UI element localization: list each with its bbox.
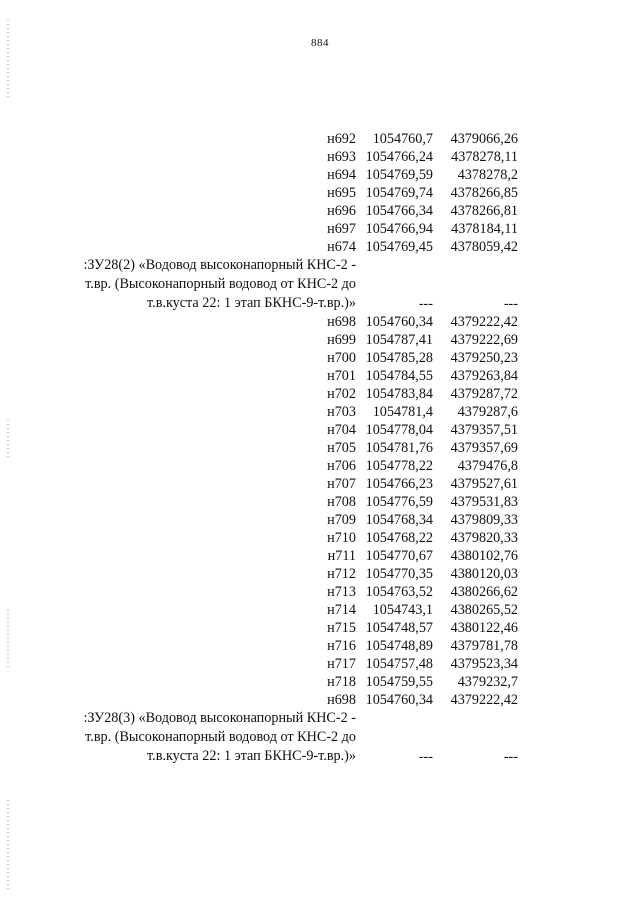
coord-y: 4379527,61 bbox=[450, 476, 518, 492]
coord-x: --- bbox=[418, 296, 433, 312]
table-row bbox=[71, 457, 518, 475]
point-label: н695 bbox=[327, 185, 356, 201]
coord-x: 1054759,55 bbox=[365, 674, 433, 690]
point-label: н698 bbox=[327, 314, 356, 330]
point-label: н718 bbox=[327, 674, 356, 690]
coord-y: 4379232,7 bbox=[457, 674, 518, 690]
coord-y: 4379809,33 bbox=[450, 512, 518, 528]
scan-edge-mark-middle bbox=[7, 420, 9, 460]
coord-y: 4379531,83 bbox=[450, 494, 518, 510]
table-row bbox=[71, 184, 518, 202]
coord-y: 4378266,81 bbox=[450, 203, 518, 219]
coord-y: 4380265,52 bbox=[450, 602, 518, 618]
coord-y: 4379820,33 bbox=[450, 530, 518, 546]
coord-y: 4380122,46 bbox=[450, 620, 518, 636]
point-label: н716 bbox=[327, 638, 356, 654]
coord-y: 4378278,2 bbox=[457, 167, 518, 183]
table-row bbox=[71, 583, 518, 601]
coord-x: 1054778,22 bbox=[365, 458, 433, 474]
coord-y: 4379222,69 bbox=[450, 332, 518, 348]
table-row bbox=[71, 238, 518, 256]
coord-x: 1054781,76 bbox=[365, 440, 433, 456]
table-row bbox=[71, 367, 518, 385]
coord-x: 1054766,94 bbox=[365, 221, 433, 237]
coord-x: 1054766,23 bbox=[365, 476, 433, 492]
table-row bbox=[71, 511, 518, 529]
point-label: н692 bbox=[327, 131, 356, 147]
coord-y: 4379263,84 bbox=[450, 368, 518, 384]
table-row bbox=[71, 385, 518, 403]
section-title: :ЗУ28(2) «Водовод высоконапорный КНС-2 - т.вр. (Высоконапорный водовод от КНС-2 до т.в.куста 22: 1 этап БКНС-9-т.вр.)» bbox=[83, 257, 356, 311]
point-label: н703 bbox=[327, 404, 356, 420]
coord-y: 4379523,34 bbox=[450, 656, 518, 672]
coord-x: 1054743,1 bbox=[372, 602, 433, 618]
point-label: н702 bbox=[327, 386, 356, 402]
point-label: н714 bbox=[327, 602, 356, 618]
point-label: н704 bbox=[327, 422, 356, 438]
coord-x: 1054766,34 bbox=[365, 203, 433, 219]
coord-y: 4378184,11 bbox=[451, 221, 518, 237]
point-label: н709 bbox=[327, 512, 356, 528]
table-row bbox=[71, 403, 518, 421]
coord-y: --- bbox=[503, 296, 518, 312]
coord-y: 4379287,6 bbox=[457, 404, 518, 420]
page-number: 884 bbox=[311, 37, 329, 49]
coord-y: 4378059,42 bbox=[450, 239, 518, 255]
coord-x: 1054766,24 bbox=[365, 149, 433, 165]
coord-x: 1054783,84 bbox=[365, 386, 433, 402]
coord-y: 4379357,51 bbox=[450, 422, 518, 438]
coord-x: 1054768,34 bbox=[365, 512, 433, 528]
section-row bbox=[71, 256, 518, 313]
table-row bbox=[71, 421, 518, 439]
point-label: н710 bbox=[327, 530, 356, 546]
coord-y: 4378278,11 bbox=[451, 149, 518, 165]
table-row bbox=[71, 691, 518, 709]
coord-y: 4380266,62 bbox=[450, 584, 518, 600]
table-row bbox=[71, 439, 518, 457]
section-row bbox=[71, 709, 518, 766]
coord-y: --- bbox=[503, 749, 518, 765]
coord-y: 4379476,8 bbox=[457, 458, 518, 474]
point-label: н700 bbox=[327, 350, 356, 366]
table-row bbox=[71, 529, 518, 547]
point-label: н708 bbox=[327, 494, 356, 510]
coord-x: 1054760,34 bbox=[365, 314, 433, 330]
scan-edge-mark-bottom bbox=[7, 800, 9, 890]
point-label: н697 bbox=[327, 221, 356, 237]
point-label: н712 bbox=[327, 566, 356, 582]
coord-y: 4379066,26 bbox=[450, 131, 518, 147]
table-row bbox=[71, 349, 518, 367]
point-label: н707 bbox=[327, 476, 356, 492]
point-label: н713 bbox=[327, 584, 356, 600]
section-title: :ЗУ28(3) «Водовод высоконапорный КНС-2 - т.вр. (Высоконапорный водовод от КНС-2 до т.в.куста 22: 1 этап БКНС-9-т.вр.)» bbox=[83, 710, 356, 764]
table-row bbox=[71, 130, 518, 148]
coord-x: 1054787,41 bbox=[365, 332, 433, 348]
table-row bbox=[71, 565, 518, 583]
coord-x: 1054785,28 bbox=[365, 350, 433, 366]
point-label: н699 bbox=[327, 332, 356, 348]
table-row bbox=[71, 475, 518, 493]
scan-edge-mark-lower bbox=[7, 610, 9, 670]
table-row bbox=[71, 637, 518, 655]
coord-x: 1054784,55 bbox=[365, 368, 433, 384]
table-row bbox=[71, 547, 518, 565]
coord-y: 4380120,03 bbox=[450, 566, 518, 582]
point-label: н674 bbox=[327, 239, 356, 255]
table-row bbox=[71, 202, 518, 220]
table-row bbox=[71, 601, 518, 619]
table-row bbox=[71, 331, 518, 349]
coord-x: 1054760,7 bbox=[372, 131, 433, 147]
coord-y: 4379222,42 bbox=[450, 692, 518, 708]
coordinates-table bbox=[71, 130, 518, 766]
point-label: н705 bbox=[327, 440, 356, 456]
coord-x: 1054769,74 bbox=[365, 185, 433, 201]
table-row bbox=[71, 148, 518, 166]
point-label: н701 bbox=[327, 368, 356, 384]
coord-y: 4379781,78 bbox=[450, 638, 518, 654]
point-label: н696 bbox=[327, 203, 356, 219]
point-label: н706 bbox=[327, 458, 356, 474]
scan-edge-mark-top bbox=[7, 20, 9, 100]
coord-y: 4378266,85 bbox=[450, 185, 518, 201]
table-row bbox=[71, 655, 518, 673]
table-row bbox=[71, 220, 518, 238]
coord-x: 1054763,52 bbox=[365, 584, 433, 600]
coord-x: 1054757,48 bbox=[365, 656, 433, 672]
table-row bbox=[71, 493, 518, 511]
table-row bbox=[71, 673, 518, 691]
coord-x: 1054770,67 bbox=[365, 548, 433, 564]
coord-x: 1054778,04 bbox=[365, 422, 433, 438]
coord-x: 1054776,59 bbox=[365, 494, 433, 510]
point-label: н693 bbox=[327, 149, 356, 165]
point-label: н717 bbox=[327, 656, 356, 672]
coord-y: 4379250,23 bbox=[450, 350, 518, 366]
coord-x: 1054768,22 bbox=[365, 530, 433, 546]
point-label: н711 bbox=[327, 548, 356, 564]
coord-y: 4379357,69 bbox=[450, 440, 518, 456]
coord-x: --- bbox=[418, 749, 433, 765]
coord-x: 1054770,35 bbox=[365, 566, 433, 582]
coord-x: 1054769,45 bbox=[365, 239, 433, 255]
coord-x: 1054781,4 bbox=[372, 404, 433, 420]
table-row bbox=[71, 619, 518, 637]
coord-y: 4379222,42 bbox=[450, 314, 518, 330]
coord-x: 1054769,59 bbox=[365, 167, 433, 183]
table-row bbox=[71, 313, 518, 331]
coord-x: 1054760,34 bbox=[365, 692, 433, 708]
coord-x: 1054748,89 bbox=[365, 638, 433, 654]
coord-y: 4380102,76 bbox=[450, 548, 518, 564]
point-label: н694 bbox=[327, 167, 356, 183]
point-label: н715 bbox=[327, 620, 356, 636]
coordinates-table-body bbox=[71, 130, 518, 766]
coord-y: 4379287,72 bbox=[450, 386, 518, 402]
coord-x: 1054748,57 bbox=[365, 620, 433, 636]
point-label: н698 bbox=[327, 692, 356, 708]
table-row bbox=[71, 166, 518, 184]
